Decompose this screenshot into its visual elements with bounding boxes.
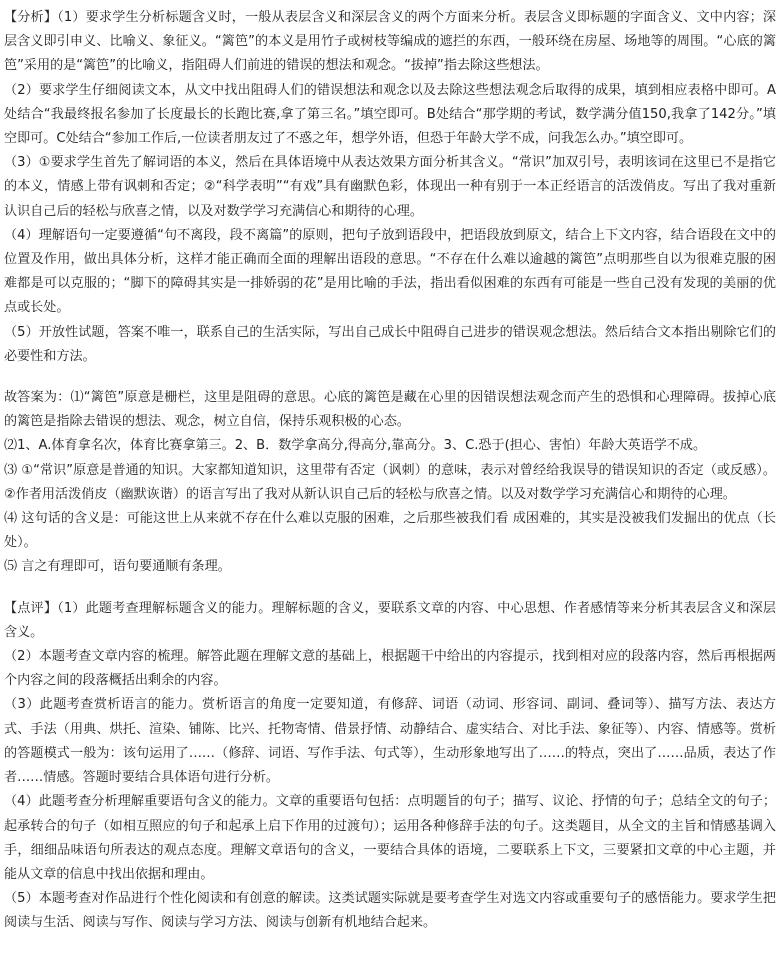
- answer-paragraph-4: ⑷ 这句话的含义是：可能这世上从来就不存在什么难以克服的困难，之后那些被我们看 成困难的，其实是没被我们发掘出的优点（长处）。: [4, 511, 776, 551]
- comment-paragraph-4: （4）此题考查分析理解重要语句含义的能力。文章的重要语句包括：点明题旨的句子；描写、议论、抒情的句子；总结全文的句子；起承转合的句子（如相互照应的句子和起承上启下作用的过渡句）；运用各种修辞手法的句子。这类题目，从全文的主旨和情感基调入手，细细品味语句所表达的观点态度。理解文章语句的含义，一要结合具体的语境，二要联系上下文，三要紧扣文章的中心主题，并能从文章的信息中找出依据和理由。: [4, 794, 776, 882]
- answer-paragraph-1: 故答案为：⑴“篱笆”原意是栅栏，这里是阻碍的意思。心底的篱笆是藏在心里的因错误想法观念而产生的恐惧和心理障碍。拔掉心底的篱笆是指除去错误的想法、观念，树立自信，保持乐观积极的心态。: [4, 390, 776, 430]
- analysis-paragraph-2: （2）要求学生仔细阅读文本，从文中找出阻碍人们的错误想法和观念以及去除这些想法观念后取得的成果，填到相应表格中即可。A处结合“我最终报名参加了长度最长的长跑比赛,拿了第三名。”填空即可。B处结合“那学期的考试，数学满分值150,我拿了142分。”填空即可。C处结合“参加工作后,一位读者朋友过了不惑之年，想学外语，但恐于年龄大学不成，问我怎么办。”填空即可。: [4, 82, 776, 147]
- section-spacer: [4, 580, 776, 597]
- analysis-paragraph-4: （4）理解语句一定要遵循“句不离段，段不离篇”的原则，把句子放到语段中，把语段放到原文，结合上下文内容，结合语段在文中的位置及作用，做出具体分析，这样才能正确而全面的理解出语段的意思。“不存在什么难以逾越的篱笆”点明那些自以为很难克服的困难都是可以克服的；“脚下的障碍其实是一排娇弱的花”是用比喻的手法，指出看似困难的东西有可能是一些自己没有发现的美丽的优点或长处。: [4, 227, 776, 316]
- answer-paragraph-2: ⑵1、A.体育拿名次，体育比赛拿第三。2、B．数学拿高分,得高分,靠高分。3、C.恐于(担心、害怕）年龄大英语学不成。: [4, 438, 707, 454]
- comment-paragraph-1: 【点评】（1）此题考查理解标题含义的能力。理解标题的含义，要联系文章的内容、中心思想、作者感情等来分析其表层含义和深层含义。: [4, 600, 776, 640]
- comment-paragraph-3: （3）此题考查赏析语言的能力。赏析语言的角度一定要知道，有修辞、词语（动词、形容词、副词、叠词等）、描写方法、表达方式、手法（用典、烘托、渲染、铺陈、比兴、托物寄情、借景抒情、动静结合、虚实结合、对比手法、象征等）、内容、情感等。赏析的答题模式一般为：该句运用了……（修辞、词语、写作手法、句式等），生动形象地写出了……的特点，突出了……品质，表达了作者……情感。答题时要结合具体语句进行分析。: [4, 697, 776, 786]
- analysis-paragraph-1: 【分析】（1）要求学生分析标题含义时，一般从表层含义和深层含义的两个方面来分析。表层含义即标题的字面含义、文中内容；深层含义即引申义、比喻义、象征义。“篱笆”的本义是用竹子或树枝等编成的遮拦的东西，一般环绕在房屋、场地等的周围。“心底的篱笆”采用的是“篱笆”的比喻义，指阻碍人们前进的错误的想法和观念。“拔掉”指去除这些想法。: [4, 10, 776, 74]
- answer-section: [4, 386, 776, 580]
- answer-paragraph-3: ⑶ ①“常识”原意是普通的知识。大家都知道知识，这里带有否定（讽刺）的意味，表示对曾经给我误导的错误知识的否定（或反感）。②作者用活泼俏皮（幽默诙谐）的语言写出了我对从新认识自己后的轻松与欣喜之情。以及对数学学习充满信心和期待的心理。: [4, 462, 776, 502]
- comment-paragraph-5: （5）本题考查对作品进行个性化阅读和有创意的解读。这类试题实际就是要考查学生对选文内容或重要句子的感悟能力。要求学生把阅读与生活、阅读与写作、阅读与学习方法、阅读与创新有机地结合起来。: [4, 891, 776, 931]
- comment-paragraph-2: （2）本题考查文章内容的梳理。解答此题在理解文意的基础上，根据题干中给出的内容提示，找到相对应的段落内容，然后再根据两个内容之间的段落概括出剩余的内容。: [4, 649, 776, 689]
- answer-paragraph-5: ⑸ 言之有理即可，语句要通顺有条理。: [4, 559, 231, 575]
- analysis-paragraph-3: （3）①要求学生首先了解词语的本义，然后在具体语境中从表达效果方面分析其含义。“常识”加双引号，表明该词在这里已不是指它的本义，情感上带有讽刺和否定；②“科学表明”“有戏”具有幽默色彩，体现出一种有别于一本正经语言的活泼俏皮。写出了我对重新认识自己后的轻松与欣喜之情，以及对数学学习充满信心和期待的心理。: [4, 155, 776, 219]
- section-spacer: [4, 369, 776, 386]
- analysis-paragraph-5: （5）开放性试题，答案不唯一，联系自己的生活实际，写出自己成长中阻碍自己进步的错误观念想法。然后结合文本指出剔除它们的必要性和方法。: [4, 324, 776, 364]
- comment-section: [4, 597, 776, 936]
- analysis-section: [4, 6, 776, 369]
